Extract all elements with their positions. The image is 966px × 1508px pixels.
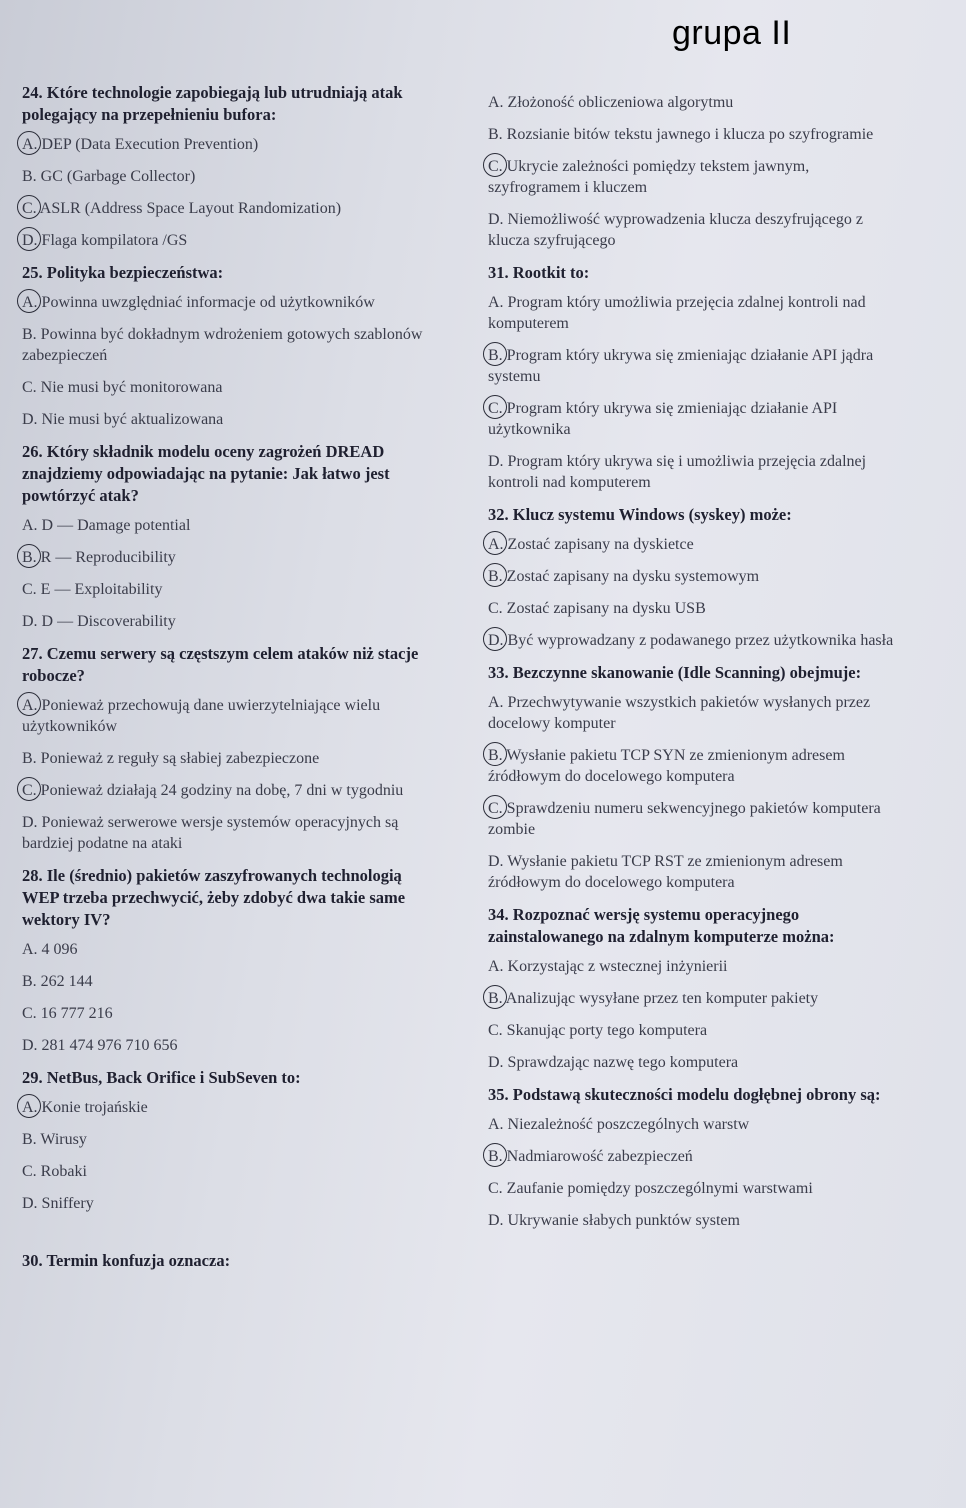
answer-option: B. Wysłanie pakietu TCP SYN ze zmienionym adresem źródłowym do docelowego komputera xyxy=(488,745,898,787)
question-30-options xyxy=(488,92,898,251)
answer-option: C. Zostać zapisany na dysku USB xyxy=(488,600,706,617)
question-title: 26. Który składnik modelu oceny zagrożeń DREAD znajdziemy odpowiadając na pytanie: Jak łatwo jest powtórzyć atak? xyxy=(22,442,390,505)
answer-option: A. DEP (Data Execution Prevention) xyxy=(22,134,442,155)
answer-option: D. Ukrywanie słabych punktów system xyxy=(488,1212,740,1229)
answer-option: D. Program który ukrywa się i umożliwia przejęcia zdalnej kontroli nad komputerem xyxy=(488,453,867,491)
question-title: 31. Rootkit to: xyxy=(488,263,590,282)
question-30 xyxy=(22,1250,442,1272)
answer-option: D. Ponieważ serwerowe wersje systemów operacyjnych są bardziej podatne na ataki xyxy=(22,814,399,852)
answer-option: B. R — Reproducibility xyxy=(22,547,442,568)
question-title: 35. Podstawą skuteczności modelu dogłębnej obrony są: xyxy=(488,1085,881,1104)
question-35 xyxy=(488,1084,898,1231)
answer-option: B. Program który ukrywa się zmieniając działanie API jądra systemu xyxy=(488,345,898,387)
answer-option: D. Sprawdzając nazwę tego komputera xyxy=(488,1054,739,1071)
answer-option: A. Złożoność obliczeniowa algorytmu xyxy=(488,94,734,111)
answer-option: C. Ukrycie zależności pomiędzy tekstem jawnym, szyfrogramem i kluczem xyxy=(488,156,898,198)
question-title: 24. Które technologie zapobiegają lub utrudniają atak polegający na przepełnieniu bufora: xyxy=(22,83,403,124)
answer-option: D. Być wyprowadzany z podawanego przez użytkownika hasła xyxy=(488,630,898,651)
answer-option: D. D — Discoverability xyxy=(22,613,176,630)
answer-option: B. Powinna być dokładnym wdrożeniem gotowych szablonów zabezpieczeń xyxy=(22,326,423,364)
answer-option: A. 4 096 xyxy=(22,941,78,958)
right-column xyxy=(488,92,898,1242)
answer-option: C. 16 777 216 xyxy=(22,1005,113,1022)
question-25 xyxy=(22,262,442,430)
question-29 xyxy=(22,1067,442,1214)
question-26 xyxy=(22,441,442,632)
question-title: 28. Ile (średnio) pakietów zaszyfrowanych technologią WEP trzeba przechwycić, żeby zdobyć dwa takie same wektory IV? xyxy=(22,866,406,929)
question-33 xyxy=(488,662,898,893)
answer-option: C. Sprawdzeniu numeru sekwencyjnego pakietów komputera zombie xyxy=(488,798,898,840)
answer-option: B. 262 144 xyxy=(22,973,93,990)
answer-option: A. Konie trojańskie xyxy=(22,1097,442,1118)
question-title: 32. Klucz systemu Windows (syskey) może: xyxy=(488,505,792,524)
answer-option: A. Program który umożliwia przejęcia zdalnej kontroli nad komputerem xyxy=(488,294,866,332)
answer-option: C. Ponieważ działają 24 godziny na dobę, 7 dni w tygodniu xyxy=(22,780,442,801)
left-column xyxy=(22,82,442,1280)
answer-option: C. Program który ukrywa się zmieniając działanie API użytkownika xyxy=(488,398,898,440)
answer-option: C. Nie musi być monitorowana xyxy=(22,379,223,396)
question-31 xyxy=(488,262,898,493)
question-27 xyxy=(22,643,442,854)
answer-option: A. Ponieważ przechowują dane uwierzytelniające wielu użytkowników xyxy=(22,695,442,737)
question-title: 29. NetBus, Back Orifice i SubSeven to: xyxy=(22,1068,301,1087)
question-title: 27. Czemu serwery są częstszym celem ataków niż stacje robocze? xyxy=(22,644,419,685)
question-32 xyxy=(488,504,898,651)
answer-option: B. Wirusy xyxy=(22,1131,87,1148)
question-24 xyxy=(22,82,442,251)
answer-option: D. Flaga kompilatora /GS xyxy=(22,230,442,251)
answer-option: B. Rozsianie bitów tekstu jawnego i klucza po szyfrogramie xyxy=(488,126,874,143)
answer-option: A. Korzystając z wstecznej inżynierii xyxy=(488,958,728,975)
answer-option: B. Ponieważ z reguły są słabiej zabezpieczone xyxy=(22,750,320,767)
answer-option: A. Niezależność poszczególnych warstw xyxy=(488,1116,750,1133)
group-label: grupa II xyxy=(672,14,792,52)
answer-option: A. D — Damage potential xyxy=(22,517,191,534)
answer-option: D. Wysłanie pakietu TCP RST ze zmienionym adresem źródłowym do docelowego komputera xyxy=(488,853,843,891)
question-34 xyxy=(488,904,898,1073)
answer-option: D. Niemożliwość wyprowadzenia klucza deszyfrującego z klucza szyfrującego xyxy=(488,211,863,249)
answer-option: D. Sniffery xyxy=(22,1195,94,1212)
answer-option: A. Zostać zapisany na dyskietce xyxy=(488,534,898,555)
question-title: 25. Polityka bezpieczeństwa: xyxy=(22,263,224,282)
answer-option: D. 281 474 976 710 656 xyxy=(22,1037,178,1054)
answer-option: C. Skanując porty tego komputera xyxy=(488,1022,708,1039)
answer-option: C. Robaki xyxy=(22,1163,87,1180)
answer-option: B. Zostać zapisany na dysku systemowym xyxy=(488,566,898,587)
answer-option: C. ASLR (Address Space Layout Randomization) xyxy=(22,198,442,219)
answer-option: A. Przechwytywanie wszystkich pakietów wysłanych przez docelowy komputer xyxy=(488,694,871,732)
answer-option: B. GC (Garbage Collector) xyxy=(22,168,196,185)
answer-option: A. Powinna uwzględniać informacje od użytkowników xyxy=(22,292,442,313)
answer-option: D. Nie musi być aktualizowana xyxy=(22,411,224,428)
question-28 xyxy=(22,865,442,1056)
answer-option: B. Nadmiarowość zabezpieczeń xyxy=(488,1146,898,1167)
question-title: 30. Termin konfuzja oznacza: xyxy=(22,1251,231,1270)
answer-option: B. Analizując wysyłane przez ten komputer pakiety xyxy=(488,988,898,1009)
question-title: 34. Rozpoznać wersję systemu operacyjnego zainstalowanego na zdalnym komputerze można: xyxy=(488,905,835,946)
answer-option: C. Zaufanie pomiędzy poszczególnymi warstwami xyxy=(488,1180,813,1197)
answer-option: C. E — Exploitability xyxy=(22,581,163,598)
question-title: 33. Bezczynne skanowanie (Idle Scanning) obejmuje: xyxy=(488,663,862,682)
